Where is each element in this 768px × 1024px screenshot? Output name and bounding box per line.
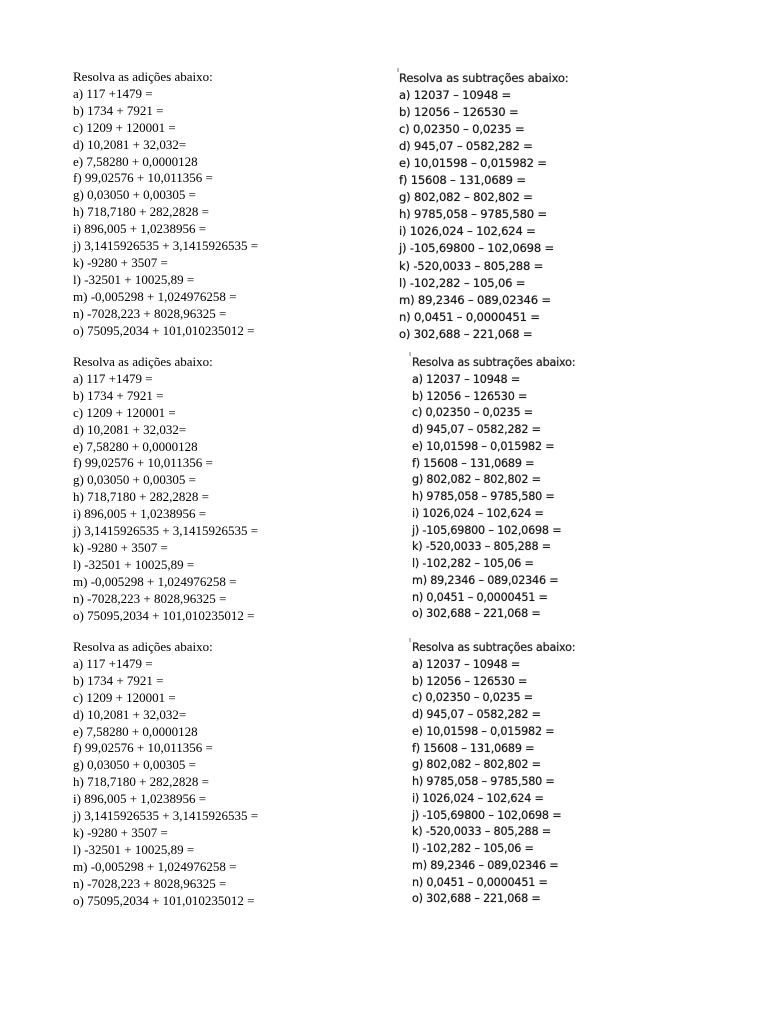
subtraction-exercise-item: g) 802,082 – 802,802 =	[412, 758, 541, 772]
addition-exercise-item: b) 1734 + 7921 =	[73, 387, 164, 403]
addition-title: Resolva as adições abaixo:	[73, 354, 213, 369]
addition-exercise-item: m) -0,005298 + 1,024976258 =	[73, 573, 237, 589]
addition-exercise-item: d) 10,2081 + 32,032=	[73, 136, 187, 152]
subtraction-exercise-item: c) 0,02350 – 0,0235 =	[412, 406, 533, 420]
addition-exercise-item: j) 3,1415926535 + 3,1415926535 =	[73, 238, 259, 254]
subtraction-exercise-item: e) 10,01598 – 0,015982 =	[412, 724, 555, 738]
subtraction-exercise-item: a) 12037 – 10948 =	[399, 88, 512, 103]
subtraction-title: Resolva as subtrações abaixo:	[412, 641, 576, 654]
subtraction-exercise-item: i) 1026,024 – 102,624 =	[412, 791, 544, 805]
addition-exercise-item: l) -32501 + 10025,89 =	[73, 556, 195, 572]
subtraction-exercise-item: n) 0,0451 – 0,0000451 =	[412, 590, 548, 604]
subtraction-exercise-item: e) 10,01598 – 0,015982 =	[412, 439, 555, 453]
addition-exercise-item: d) 10,2081 + 32,032=	[73, 706, 187, 722]
subtraction-exercise-item: b) 12056 – 126530 =	[412, 389, 528, 403]
addition-exercise-item: i) 896,005 + 1,0238956 =	[73, 791, 207, 807]
subtraction-exercise-item: h) 9785,058 – 9785,580 =	[412, 490, 555, 503]
subtraction-exercise-item: b) 12056 – 126530 =	[399, 105, 519, 120]
subtraction-exercise-item: d) 945,07 – 0582,282 =	[412, 708, 541, 721]
addition-exercise-item: m) -0,005298 + 1,024976258 =	[73, 858, 237, 874]
subtraction-exercise-item: i) 1026,024 – 102,624 =	[399, 224, 536, 239]
subtraction-exercises-2	[412, 355, 575, 623]
addition-exercise-item: f) 99,02576 + 10,011356 =	[73, 170, 213, 186]
addition-exercise-item: g) 0,03050 + 0,00305 =	[73, 757, 196, 773]
addition-exercise-item: a) 117 +1479 =	[73, 85, 153, 101]
subtraction-exercise-item: f) 15608 – 131,0689 =	[412, 456, 535, 470]
addition-exercise-item: o) 75095,2034 + 101,010235012 =	[73, 322, 255, 338]
subtraction-exercise-item: l) -102,282 – 105,06 =	[412, 557, 534, 570]
addition-exercise-item: h) 718,7180 + 282,2828 =	[73, 774, 209, 790]
addition-exercises-2	[73, 354, 258, 625]
subtraction-exercise-item: l) -102,282 – 105,06 =	[399, 275, 526, 290]
subtraction-exercise-item: d) 945,07 – 0582,282 =	[412, 423, 541, 436]
addition-exercise-item: c) 1209 + 120001 =	[73, 689, 176, 705]
image-corner-mark	[409, 352, 411, 356]
subtraction-exercise-item: n) 0,0451 – 0,0000451 =	[399, 309, 540, 324]
addition-exercise-item: o) 75095,2034 + 101,010235012 =	[73, 892, 255, 908]
addition-exercise-item: a) 117 +1479 =	[73, 655, 153, 671]
addition-exercise-item: e) 7,58280 + 0,0000128	[73, 723, 198, 739]
addition-exercise-item: m) -0,005298 + 1,024976258 =	[73, 288, 237, 304]
subtraction-exercise-item: k) -520,0033 – 805,288 =	[412, 825, 551, 839]
addition-exercise-item: j) 3,1415926535 + 3,1415926535 =	[73, 808, 259, 824]
subtraction-exercises-1	[399, 70, 569, 343]
addition-exercise-item: l) -32501 + 10025,89 =	[73, 841, 195, 857]
addition-exercise-item: g) 0,03050 + 0,00305 =	[73, 187, 196, 203]
addition-exercise-item: i) 896,005 + 1,0238956 =	[73, 221, 207, 237]
subtraction-exercise-item: j) -105,69800 – 102,0698 =	[412, 523, 562, 537]
subtraction-exercise-item: g) 802,082 – 802,802 =	[399, 190, 533, 205]
addition-exercise-item: k) -9280 + 3507 =	[73, 824, 168, 840]
addition-exercise-item: f) 99,02576 + 10,011356 =	[73, 740, 213, 756]
addition-exercise-item: b) 1734 + 7921 =	[73, 102, 164, 118]
addition-title: Resolva as adições abaixo:	[73, 69, 213, 84]
subtraction-exercise-item: n) 0,0451 – 0,0000451 =	[412, 875, 548, 889]
subtraction-exercise-item: f) 15608 – 131,0689 =	[412, 741, 535, 755]
addition-exercise-item: h) 718,7180 + 282,2828 =	[73, 204, 209, 220]
addition-exercise-item: l) -32501 + 10025,89 =	[73, 271, 195, 287]
addition-exercise-item: o) 75095,2034 + 101,010235012 =	[73, 607, 255, 623]
subtraction-exercise-item: b) 12056 – 126530 =	[412, 674, 528, 688]
subtraction-exercise-item: m) 89,2346 – 089,02346 =	[412, 573, 559, 587]
addition-exercise-item: g) 0,03050 + 0,00305 =	[73, 472, 196, 488]
addition-exercise-item: e) 7,58280 + 0,0000128	[73, 153, 198, 169]
subtraction-exercise-item: a) 12037 – 10948 =	[412, 657, 520, 671]
subtraction-exercise-item: m) 89,2346 – 089,02346 =	[412, 858, 559, 872]
subtraction-title: Resolva as subtrações abaixo:	[399, 71, 569, 85]
subtraction-exercise-item: d) 945,07 – 0582,282 =	[399, 139, 533, 154]
subtraction-exercise-item: k) -520,0033 – 805,288 =	[399, 258, 544, 273]
subtraction-exercise-item: e) 10,01598 – 0,015982 =	[399, 156, 547, 171]
subtraction-exercise-item: h) 9785,058 – 9785,580 =	[412, 775, 555, 788]
addition-exercise-item: k) -9280 + 3507 =	[73, 254, 168, 270]
subtraction-exercise-item: j) -105,69800 – 102,0698 =	[412, 808, 562, 822]
addition-exercises-1	[73, 69, 258, 340]
subtraction-exercise-item: m) 89,2346 – 089,02346 =	[399, 292, 551, 307]
subtraction-exercise-item: c) 0,02350 – 0,0235 =	[412, 691, 533, 705]
addition-exercise-item: c) 1209 + 120001 =	[73, 119, 176, 135]
subtraction-exercise-item: i) 1026,024 – 102,624 =	[412, 506, 544, 520]
subtraction-exercise-item: k) -520,0033 – 805,288 =	[412, 540, 551, 554]
addition-exercise-item: n) -7028,223 + 8028,96325 =	[73, 590, 227, 606]
subtraction-exercise-item: l) -102,282 – 105,06 =	[412, 842, 534, 855]
subtraction-exercise-item: c) 0,02350 – 0,0235 =	[399, 122, 525, 137]
subtraction-title: Resolva as subtrações abaixo:	[412, 356, 576, 369]
addition-exercise-item: i) 896,005 + 1,0238956 =	[73, 506, 207, 522]
addition-exercise-item: f) 99,02576 + 10,011356 =	[73, 455, 213, 471]
subtraction-exercise-item: o) 302,688 – 221,068 =	[399, 326, 533, 341]
subtraction-exercise-item: j) -105,69800 – 102,0698 =	[399, 241, 554, 256]
image-corner-mark	[409, 638, 411, 642]
subtraction-exercise-item: a) 12037 – 10948 =	[412, 372, 520, 386]
subtraction-exercise-item: o) 302,688 – 221,068 =	[412, 607, 541, 621]
subtraction-exercise-item: g) 802,082 – 802,802 =	[412, 473, 541, 487]
subtraction-exercise-item: o) 302,688 – 221,068 =	[412, 892, 541, 906]
subtraction-exercises-3	[412, 640, 575, 908]
addition-exercise-item: h) 718,7180 + 282,2828 =	[73, 489, 209, 505]
addition-exercise-item: n) -7028,223 + 8028,96325 =	[73, 875, 227, 891]
addition-exercise-item: n) -7028,223 + 8028,96325 =	[73, 305, 227, 321]
addition-exercise-item: b) 1734 + 7921 =	[73, 672, 164, 688]
subtraction-exercise-item: f) 15608 – 131,0689 =	[399, 173, 526, 188]
addition-exercise-item: e) 7,58280 + 0,0000128	[73, 438, 198, 454]
addition-exercise-item: c) 1209 + 120001 =	[73, 404, 176, 420]
addition-exercise-item: d) 10,2081 + 32,032=	[73, 421, 187, 437]
subtraction-exercise-item: h) 9785,058 – 9785,580 =	[399, 207, 547, 222]
addition-title: Resolva as adições abaixo:	[73, 639, 213, 654]
addition-exercises-3	[73, 639, 258, 910]
addition-exercise-item: k) -9280 + 3507 =	[73, 539, 168, 555]
addition-exercise-item: j) 3,1415926535 + 3,1415926535 =	[73, 523, 259, 539]
addition-exercise-item: a) 117 +1479 =	[73, 370, 153, 386]
